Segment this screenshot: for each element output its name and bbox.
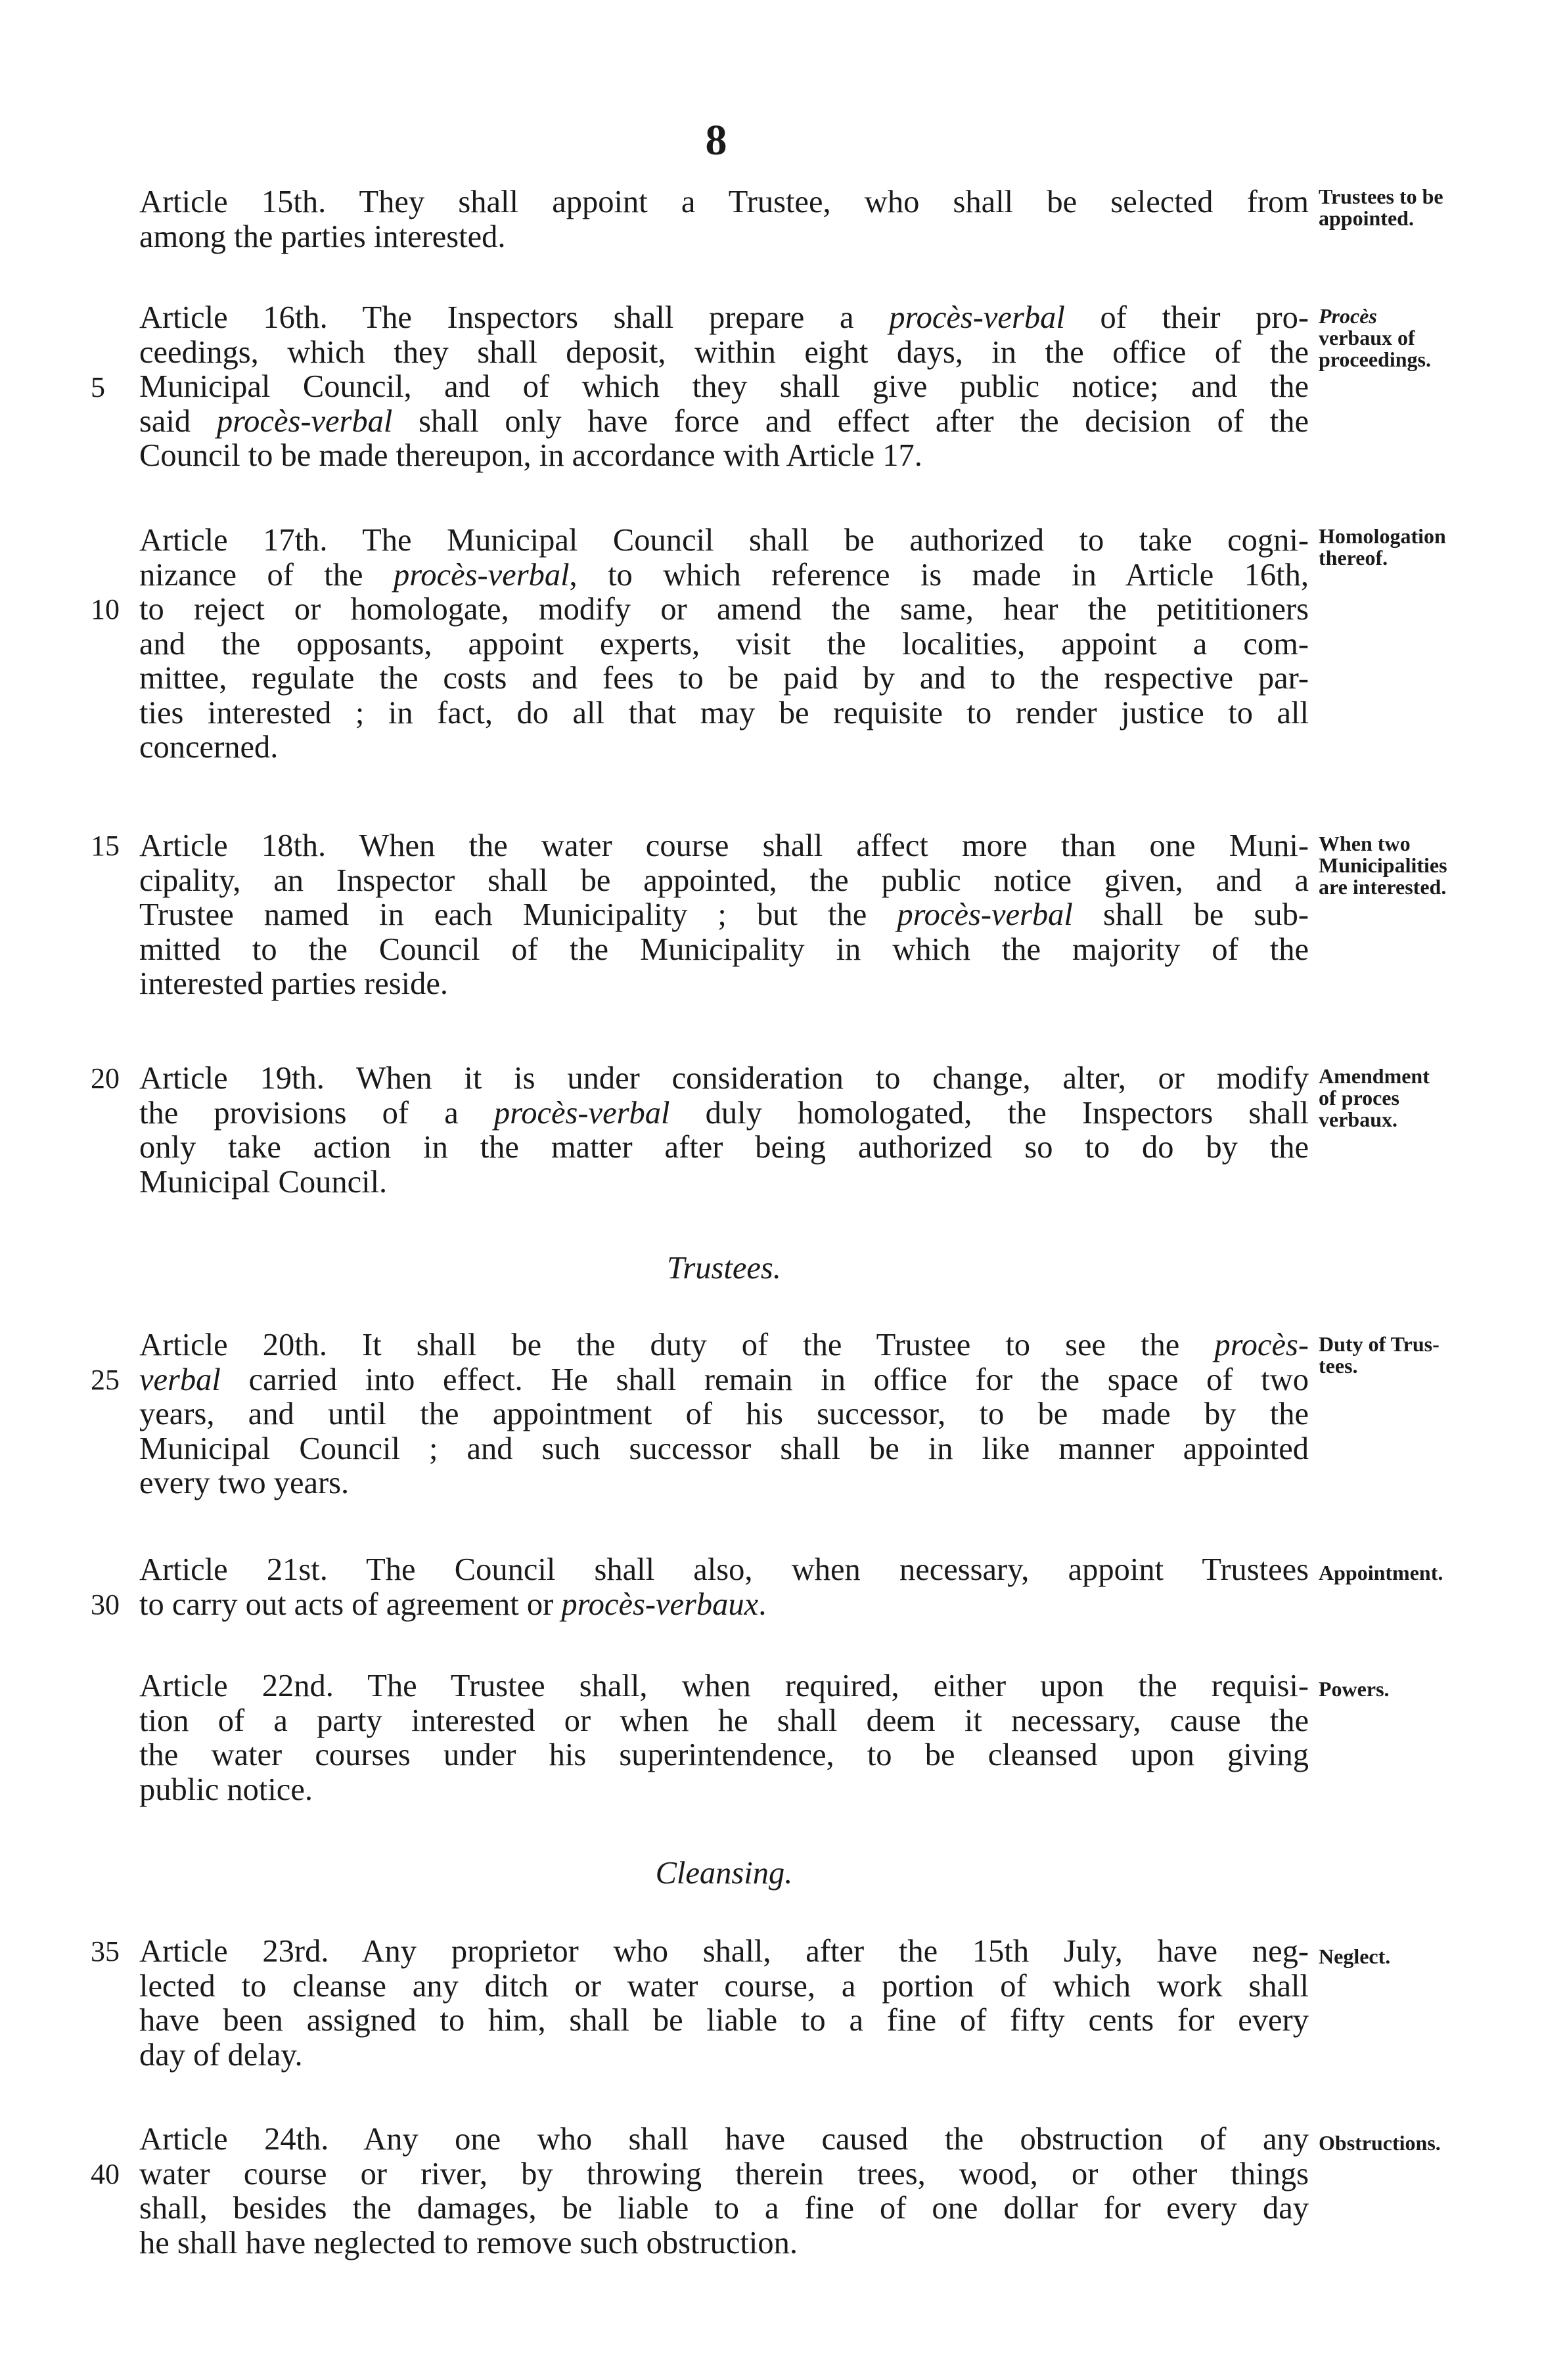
italic-term: procès-verbaux	[561, 1586, 759, 1622]
margin-note-amendment	[1319, 1066, 1555, 1131]
text-line: shall, besides the damages, be liable to a fine of one dollar for every day	[139, 2191, 1309, 2226]
margin-note-obstructions	[1319, 2132, 1555, 2154]
italic-term: procès-	[1214, 1328, 1309, 1362]
margin-note-neglect	[1319, 1946, 1555, 1967]
text-line: the provisions of a procès-verbal duly homologated, the Inspectors shall	[139, 1095, 1309, 1131]
margin-note-line: of proces	[1319, 1086, 1399, 1110]
text-line: the water courses under his superintendence, to be cleansed upon giving	[139, 1738, 1309, 1772]
text-line: ceedings, which they shall deposit, within eight days, in the office of the	[139, 334, 1309, 370]
text-line: Article 17th. The Municipal Council shall be authorized to take cogni-	[139, 523, 1309, 558]
margin-note-line: Duty of Trus-	[1319, 1332, 1440, 1356]
margin-note-line: verbaux of	[1319, 326, 1415, 349]
page-number: 8	[705, 116, 727, 164]
margin-note-line: thereof.	[1319, 546, 1388, 570]
text-line: Article 23rd. Any proprietor who shall, after the 15th July, have neg-	[139, 1934, 1309, 1969]
italic-term: verbal	[139, 1362, 221, 1397]
text-line: Council to be made thereupon, in accordance with Article 17.	[139, 438, 922, 473]
italic-term: procès-verbal	[493, 1095, 670, 1131]
margin-note-duty-trustees	[1319, 1334, 1555, 1377]
line-number-10: 10	[91, 593, 120, 625]
article-23	[139, 1935, 1309, 2073]
text-line: to carry out acts of agreement or procès-verbaux.	[139, 1586, 767, 1622]
text-line: nizance of the procès-verbal, to which reference is made in Article 16th,	[139, 557, 1309, 593]
text-line: Article 24th. Any one who shall have caused the obstruction of any	[139, 2122, 1309, 2157]
article-20	[139, 1328, 1309, 1501]
margin-note-line: Neglect.	[1319, 1944, 1391, 1968]
italic-term: procès-verbal	[216, 403, 393, 439]
article-15	[139, 185, 1309, 254]
text-line: only take action in the matter after being authorized so to do by the	[139, 1130, 1309, 1165]
text-line: water course or river, by throwing therein trees, wood, or other things	[139, 2156, 1309, 2191]
text-line: to reject or homologate, modify or amend the same, hear the petititioners	[139, 592, 1309, 627]
text-line: interested parties reside.	[139, 966, 448, 1001]
text-line: Article 20th. It shall be the duty of the Trustee to see the procès-	[139, 1328, 1309, 1362]
article-21	[139, 1553, 1309, 1622]
text-line: every two years.	[139, 1466, 350, 1500]
line-number-15: 15	[91, 830, 120, 862]
text-line: verbal carried into effect. He shall remain in office for the space of two	[139, 1362, 1309, 1397]
italic-term: procès-verbal	[889, 300, 1065, 335]
text-line: Article 19th. When it is under consideration to change, alter, or modify	[139, 1061, 1309, 1096]
article-24	[139, 2122, 1309, 2260]
text-line: concerned.	[139, 730, 279, 765]
text-line: Article 15th. They shall appoint a Trustee, who shall be selected from	[139, 185, 1309, 219]
margin-note-line: Amendment	[1319, 1064, 1430, 1088]
margin-note-line: Procès	[1319, 304, 1377, 328]
text-line: Article 18th. When the water course shall affect more than one Muni-	[139, 828, 1309, 863]
text-line: tion of a party interested or when he shall deem it necessary, cause the	[139, 1703, 1309, 1738]
text-line: Municipal Council ; and such successor shall be in like manner appointed	[139, 1431, 1309, 1466]
margin-note-two-municipalities	[1319, 833, 1555, 898]
line-number-35: 35	[91, 1935, 120, 1967]
text-line: Article 16th. The Inspectors shall prepare a procès-verbal of their pro-	[139, 300, 1309, 335]
text-line: public notice.	[139, 1772, 313, 1807]
italic-term: procès-verbal	[393, 557, 570, 593]
text-line: day of delay.	[139, 2037, 303, 2073]
margin-note-line: appointed.	[1319, 206, 1414, 230]
text-line: mitted to the Council of the Municipality in which the majority of the	[139, 932, 1309, 967]
margin-note-powers	[1319, 1678, 1555, 1700]
article-19	[139, 1062, 1309, 1200]
article-22	[139, 1669, 1309, 1807]
article-17	[139, 524, 1309, 765]
text-line: years, and until the appointment of his successor, to be made by the	[139, 1397, 1309, 1431]
text-line: mittee, regulate the costs and fees to be paid by and to the respective par-	[139, 661, 1309, 696]
margin-note-line: tees.	[1319, 1354, 1358, 1378]
line-number-5: 5	[91, 371, 105, 403]
text-line: Municipal Council.	[139, 1164, 388, 1200]
margin-note-appointment	[1319, 1562, 1555, 1584]
line-number-30: 30	[91, 1588, 120, 1621]
margin-note-trustees-appointed	[1319, 186, 1555, 229]
text-line: lected to cleanse any ditch or water course, a portion of which work shall	[139, 1968, 1309, 2004]
text-line: cipality, an Inspector shall be appointed, the public notice given, and a	[139, 863, 1309, 898]
text-line: have been assigned to him, shall be liable to a fine of fifty cents for every	[139, 2003, 1309, 2038]
section-heading-trustees: Trustees.	[667, 1251, 781, 1286]
margin-note-line: When two	[1319, 832, 1411, 855]
article-18	[139, 829, 1309, 1002]
margin-note-line: are interested.	[1319, 875, 1447, 899]
margin-note-proces-verbaux	[1319, 305, 1555, 370]
line-number-20: 20	[91, 1062, 120, 1094]
margin-note-line: proceedings.	[1319, 348, 1431, 371]
margin-note-line: Appointment.	[1319, 1561, 1443, 1584]
text-line: Article 21st. The Council shall also, when necessary, appoint Trustees	[139, 1552, 1309, 1587]
margin-note-homologation	[1319, 526, 1555, 569]
margin-note-line: Powers.	[1319, 1677, 1390, 1701]
section-heading-cleansing: Cleansing.	[655, 1856, 793, 1891]
line-number-40: 40	[91, 2158, 120, 2190]
margin-note-line: Obstructions.	[1319, 2131, 1441, 2155]
text-line: said procès-verbal shall only have force and effect after the decision of the	[139, 403, 1309, 439]
text-line: among the parties interested.	[139, 219, 506, 254]
margin-note-line: Homologation	[1319, 524, 1446, 548]
text-line: Trustee named in each Municipality ; but the procès-verbal shall be sub-	[139, 897, 1309, 932]
italic-term: procès-verbal	[897, 897, 1073, 932]
text-line: Municipal Council, and of which they shall give public notice; and the	[139, 369, 1309, 404]
margin-note-line: Trustees to be	[1319, 185, 1443, 208]
text-line: Article 22nd. The Trustee shall, when required, either upon the requisi-	[139, 1669, 1309, 1703]
text-line: and the opposants, appoint experts, visit the localities, appoint a com-	[139, 626, 1309, 662]
margin-note-line: verbaux.	[1319, 1108, 1397, 1131]
text-line: ties interested ; in fact, do all that may be requisite to render justice to all	[139, 695, 1309, 730]
line-number-25: 25	[91, 1364, 120, 1396]
text-line: he shall have neglected to remove such obstruction.	[139, 2225, 798, 2260]
article-16	[139, 301, 1309, 474]
margin-note-line: Municipalities	[1319, 853, 1447, 877]
